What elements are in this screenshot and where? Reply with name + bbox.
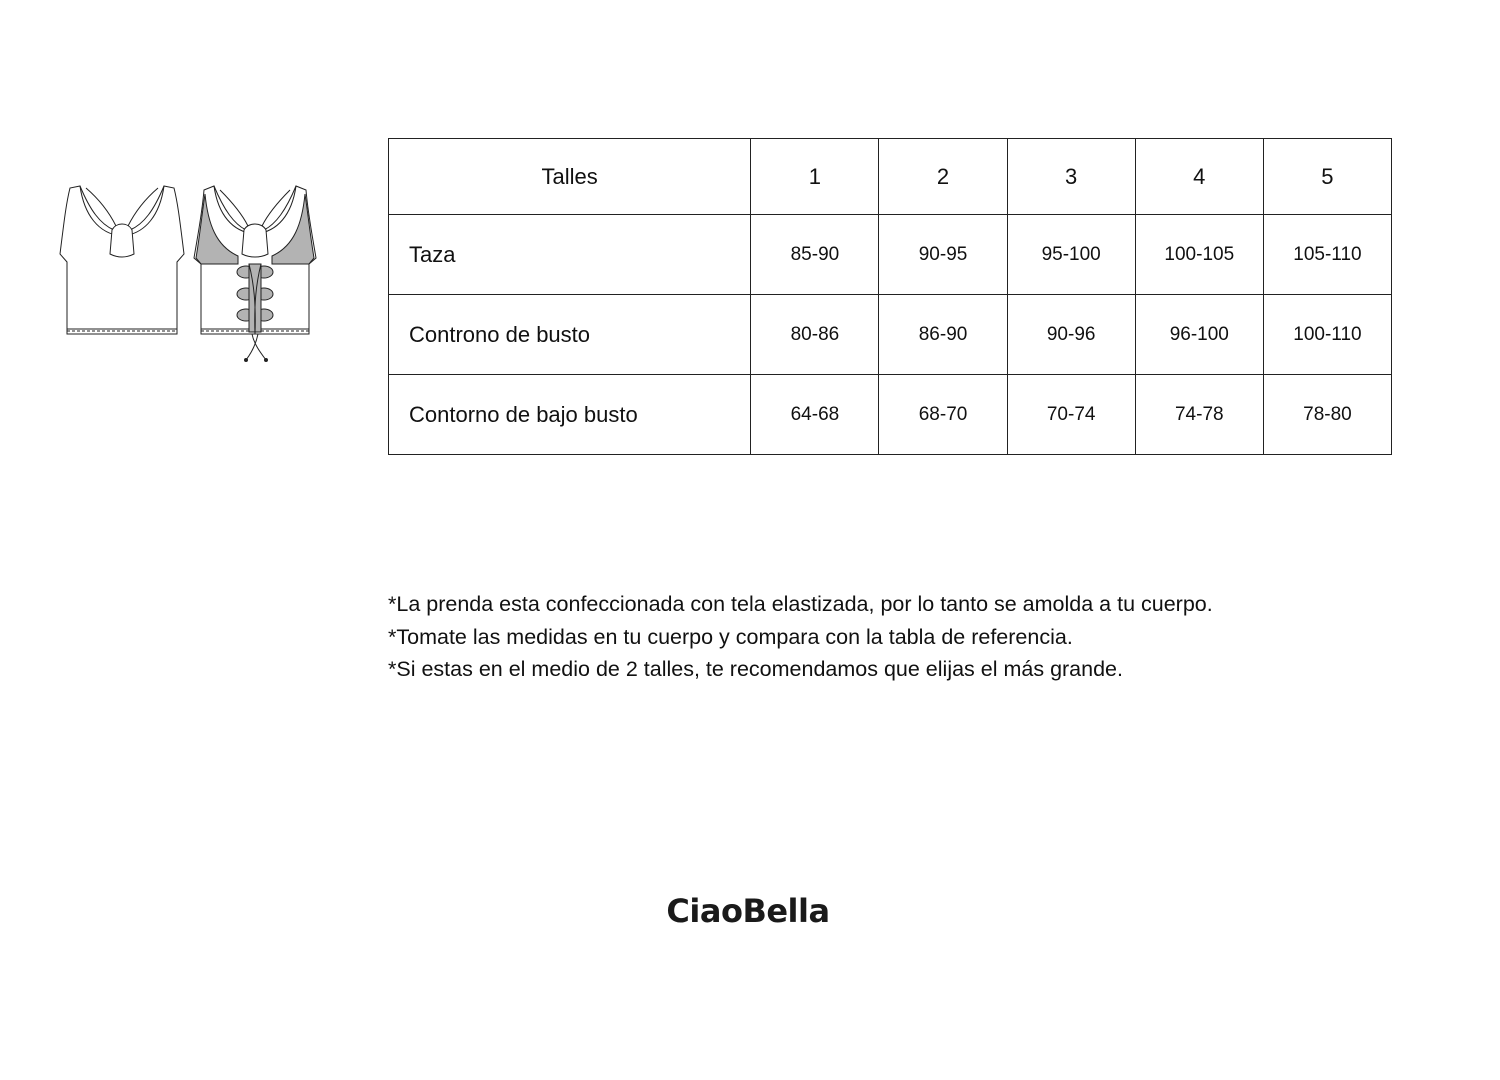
header-cell-size-2: 2 xyxy=(879,139,1007,215)
table-cell: 100-110 xyxy=(1263,295,1391,375)
brand-name: CiaoBella xyxy=(666,892,830,930)
header-cell-talles: Talles xyxy=(389,139,751,215)
garment-illustrations xyxy=(56,184,318,366)
size-chart-table xyxy=(388,138,1392,455)
garment-front-view xyxy=(60,186,184,334)
table-cell: 80-86 xyxy=(751,295,879,375)
table-cell: 90-96 xyxy=(1007,295,1135,375)
table-cell: 68-70 xyxy=(879,375,1007,455)
size-notes xyxy=(388,588,1438,686)
header-cell-size-3: 3 xyxy=(1007,139,1135,215)
table-row-bajo-busto xyxy=(389,375,1392,455)
garment-sketch xyxy=(56,184,318,366)
table-cell: 90-95 xyxy=(879,215,1007,295)
table-header-row xyxy=(389,139,1392,215)
table-row-taza xyxy=(389,215,1392,295)
note-line: *Tomate las medidas en tu cuerpo y compara con la tabla de referencia. xyxy=(388,624,1073,649)
table-cell: 85-90 xyxy=(751,215,879,295)
table-cell: 100-105 xyxy=(1135,215,1263,295)
note-line: *Si estas en el medio de 2 talles, te recomendamos que elijas el más grande. xyxy=(388,657,1123,681)
note-line: *La prenda esta confeccionada con tela elastizada, por lo tanto se amolda a tu cuerpo. xyxy=(388,592,1213,616)
table-cell: 95-100 xyxy=(1007,215,1135,295)
table-cell: 86-90 xyxy=(879,295,1007,375)
row-label: Taza xyxy=(389,215,751,295)
header-cell-size-4: 4 xyxy=(1135,139,1263,215)
table-row-contorno-busto xyxy=(389,295,1392,375)
table-cell: 78-80 xyxy=(1263,375,1391,455)
table-cell: 64-68 xyxy=(751,375,879,455)
table-cell: 105-110 xyxy=(1263,215,1391,295)
garment-back-view xyxy=(194,186,316,362)
table-cell: 70-74 xyxy=(1007,375,1135,455)
header-cell-size-1: 1 xyxy=(751,139,879,215)
row-label: Contorno de bajo busto xyxy=(389,375,751,455)
brand-logo xyxy=(0,892,1500,930)
header-cell-size-5: 5 xyxy=(1263,139,1391,215)
table-cell: 74-78 xyxy=(1135,375,1263,455)
table-cell: 96-100 xyxy=(1135,295,1263,375)
row-label: Controno de busto xyxy=(389,295,751,375)
